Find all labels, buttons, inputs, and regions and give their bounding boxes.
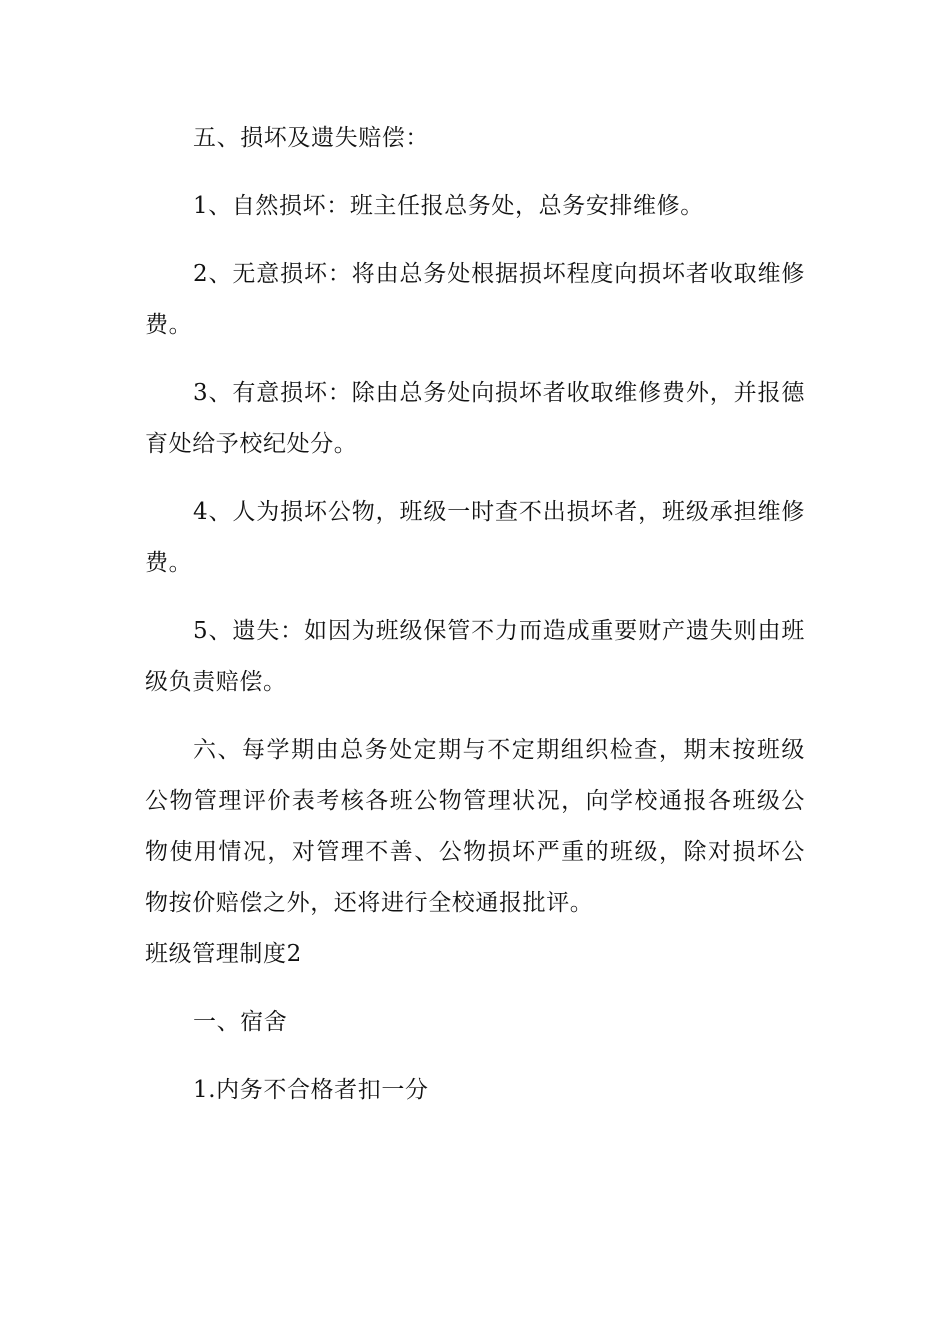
paragraph-loss: 5、遗失：如因为班级保管不力而造成重要财产遗失则由班级负责赔偿。 xyxy=(145,618,805,695)
paragraph-section-six: 六、每学期由总务处定期与不定期组织检查，期末按班级公物管理评价表考核各班公物管理状况，向学校通报各班级公物使用情况，对管理不善、公物损坏严重的班级，除对损坏公物按价赔偿之外，还将进行全校通报批评。 xyxy=(145,737,805,916)
paragraph-human-damage: 4、人为损坏公物，班级一时查不出损坏者，班级承担维修费。 xyxy=(145,499,805,576)
paragraph-section-five-heading: 五、损坏及遗失赔偿： xyxy=(193,125,429,151)
paragraph-natural-damage: 1、自然损坏：班主任报总务处，总务安排维修。 xyxy=(193,193,704,219)
section-title: 班级管理制度2 xyxy=(145,941,302,967)
paragraph-intentional-damage: 3、有意损坏：除由总务处向损坏者收取维修费外，并报德育处给予校纪处分。 xyxy=(145,380,805,457)
paragraph-unintentional-damage: 2、无意损坏：将由总务处根据损坏程度向损坏者收取维修费。 xyxy=(145,261,805,338)
list-item-dormitory-rule-1: 1.内务不合格者扣一分 xyxy=(193,1077,429,1103)
subsection-dormitory: 一、宿舍 xyxy=(193,1009,288,1035)
document-body xyxy=(145,113,805,1116)
